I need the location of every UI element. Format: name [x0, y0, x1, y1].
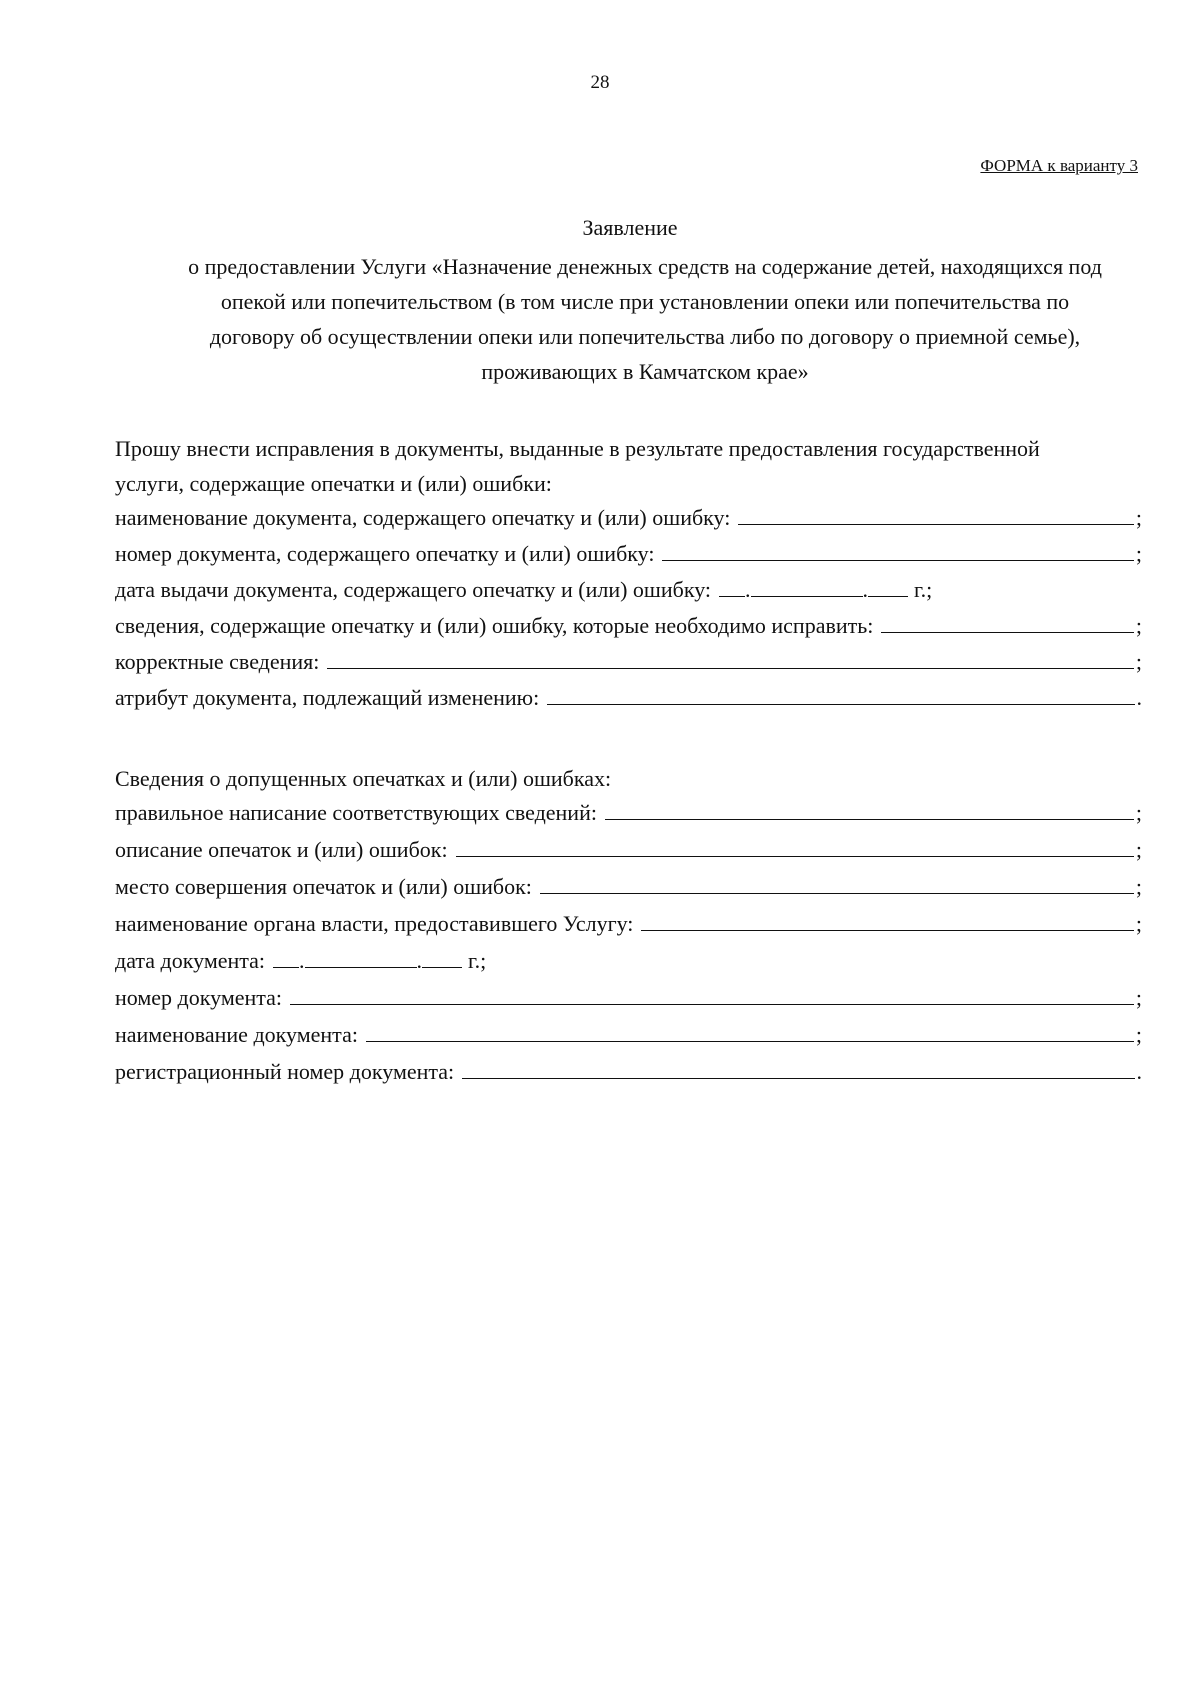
document-number-field[interactable]: [290, 984, 1134, 1005]
correct-info-row: [115, 648, 1142, 678]
registration-number-field[interactable]: [462, 1058, 1134, 1079]
errors-heading: Сведения о допущенных опечатках и (или) ошибках:: [115, 766, 612, 791]
field-label: корректные сведения:: [115, 649, 320, 674]
info-to-fix-field[interactable]: [881, 612, 1133, 633]
field-label: наименование органа власти, предоставившего Услугу:: [115, 911, 634, 936]
field-label: дата выдачи документа, содержащего опечатку и (или) ошибку:: [115, 577, 712, 602]
attribute-row: [115, 684, 1142, 714]
document-date-row: [115, 947, 1142, 977]
field-label: правильное написание соответствующих сведений:: [115, 800, 597, 825]
date-month-field[interactable]: [305, 947, 417, 968]
request-intro-line-2: услуги, содержащие опечатки и (или) ошибки:: [115, 471, 552, 496]
field-label: атрибут документа, подлежащий изменению:: [115, 685, 540, 710]
description-field[interactable]: [456, 836, 1134, 857]
doc-number-field[interactable]: [662, 540, 1133, 561]
date-day-field[interactable]: [719, 576, 745, 597]
field-label: описание опечаток и (или) ошибок:: [115, 837, 448, 862]
description-row: [115, 836, 1142, 866]
field-end: ;: [1135, 985, 1142, 1010]
subtitle-line: договору об осуществлении опеки или попечительства либо по договору о приемной семье),: [209, 324, 1081, 349]
field-label: номер документа:: [115, 985, 283, 1010]
field-label: дата документа:: [115, 948, 266, 973]
document-subtitle: [115, 249, 1175, 389]
correct-spelling-field[interactable]: [605, 799, 1134, 820]
field-end: ;: [1135, 1022, 1142, 1047]
authority-row: [115, 910, 1142, 940]
form-label: ФОРМА к варианту 3: [980, 156, 1138, 175]
field-end: ;: [1135, 874, 1142, 899]
field-label: сведения, содержащие опечатку и (или) ошибку, которые необходимо исправить:: [115, 613, 874, 638]
field-end: ;: [1135, 800, 1142, 825]
date-fields: . .: [719, 576, 908, 603]
correct-info-field[interactable]: [327, 648, 1133, 669]
field-end: ;: [1135, 649, 1142, 674]
document-title: Заявление: [582, 215, 678, 240]
document-name-field[interactable]: [366, 1021, 1134, 1042]
field-label: наименование документа:: [115, 1022, 358, 1047]
year-suffix: г.;: [914, 577, 933, 602]
subtitle-line: опекой или попечительством (в том числе при установлении опеки или попечительства по: [220, 289, 1070, 314]
subtitle-line: проживающих в Камчатском крае»: [481, 359, 809, 384]
registration-number-row: [115, 1058, 1142, 1088]
field-end: .: [1136, 1059, 1142, 1084]
date-year-field[interactable]: [422, 947, 462, 968]
field-end: ;: [1135, 911, 1142, 936]
place-row: [115, 873, 1142, 903]
field-label: номер документа, содержащего опечатку и (или) ошибку:: [115, 541, 655, 566]
page-number: 28: [590, 72, 610, 93]
doc-name-field[interactable]: [738, 504, 1134, 525]
correct-spelling-row: [115, 799, 1142, 829]
date-month-field[interactable]: [751, 576, 863, 597]
field-label: наименование документа, содержащего опечатку и (или) ошибку:: [115, 505, 731, 530]
field-end: ;: [1135, 505, 1142, 530]
request-intro-line-1: Прошу внести исправления в документы, выданные в результате предоставления государственной: [115, 436, 1040, 461]
issue-date-row: [115, 576, 1142, 606]
field-end: .: [1136, 685, 1142, 710]
authority-field[interactable]: [641, 910, 1133, 931]
doc-name-row: [115, 504, 1142, 534]
field-end: ;: [1135, 613, 1142, 638]
document-name-row: [115, 1021, 1142, 1051]
attribute-field[interactable]: [547, 684, 1134, 705]
place-field[interactable]: [540, 873, 1134, 894]
date-day-field[interactable]: [273, 947, 299, 968]
doc-number-row: [115, 540, 1142, 570]
field-end: ;: [1135, 837, 1142, 862]
date-fields: . .: [273, 947, 462, 974]
info-to-fix-row: [115, 612, 1142, 642]
field-label: регистрационный номер документа:: [115, 1059, 455, 1084]
field-label: место совершения опечаток и (или) ошибок:: [115, 874, 532, 899]
document-number-row: [115, 984, 1142, 1014]
date-year-field[interactable]: [868, 576, 908, 597]
year-suffix: г.;: [468, 948, 487, 973]
field-end: ;: [1135, 541, 1142, 566]
subtitle-line: о предоставлении Услуги «Назначение денежных средств на содержание детей, находящихся под: [188, 254, 1102, 279]
